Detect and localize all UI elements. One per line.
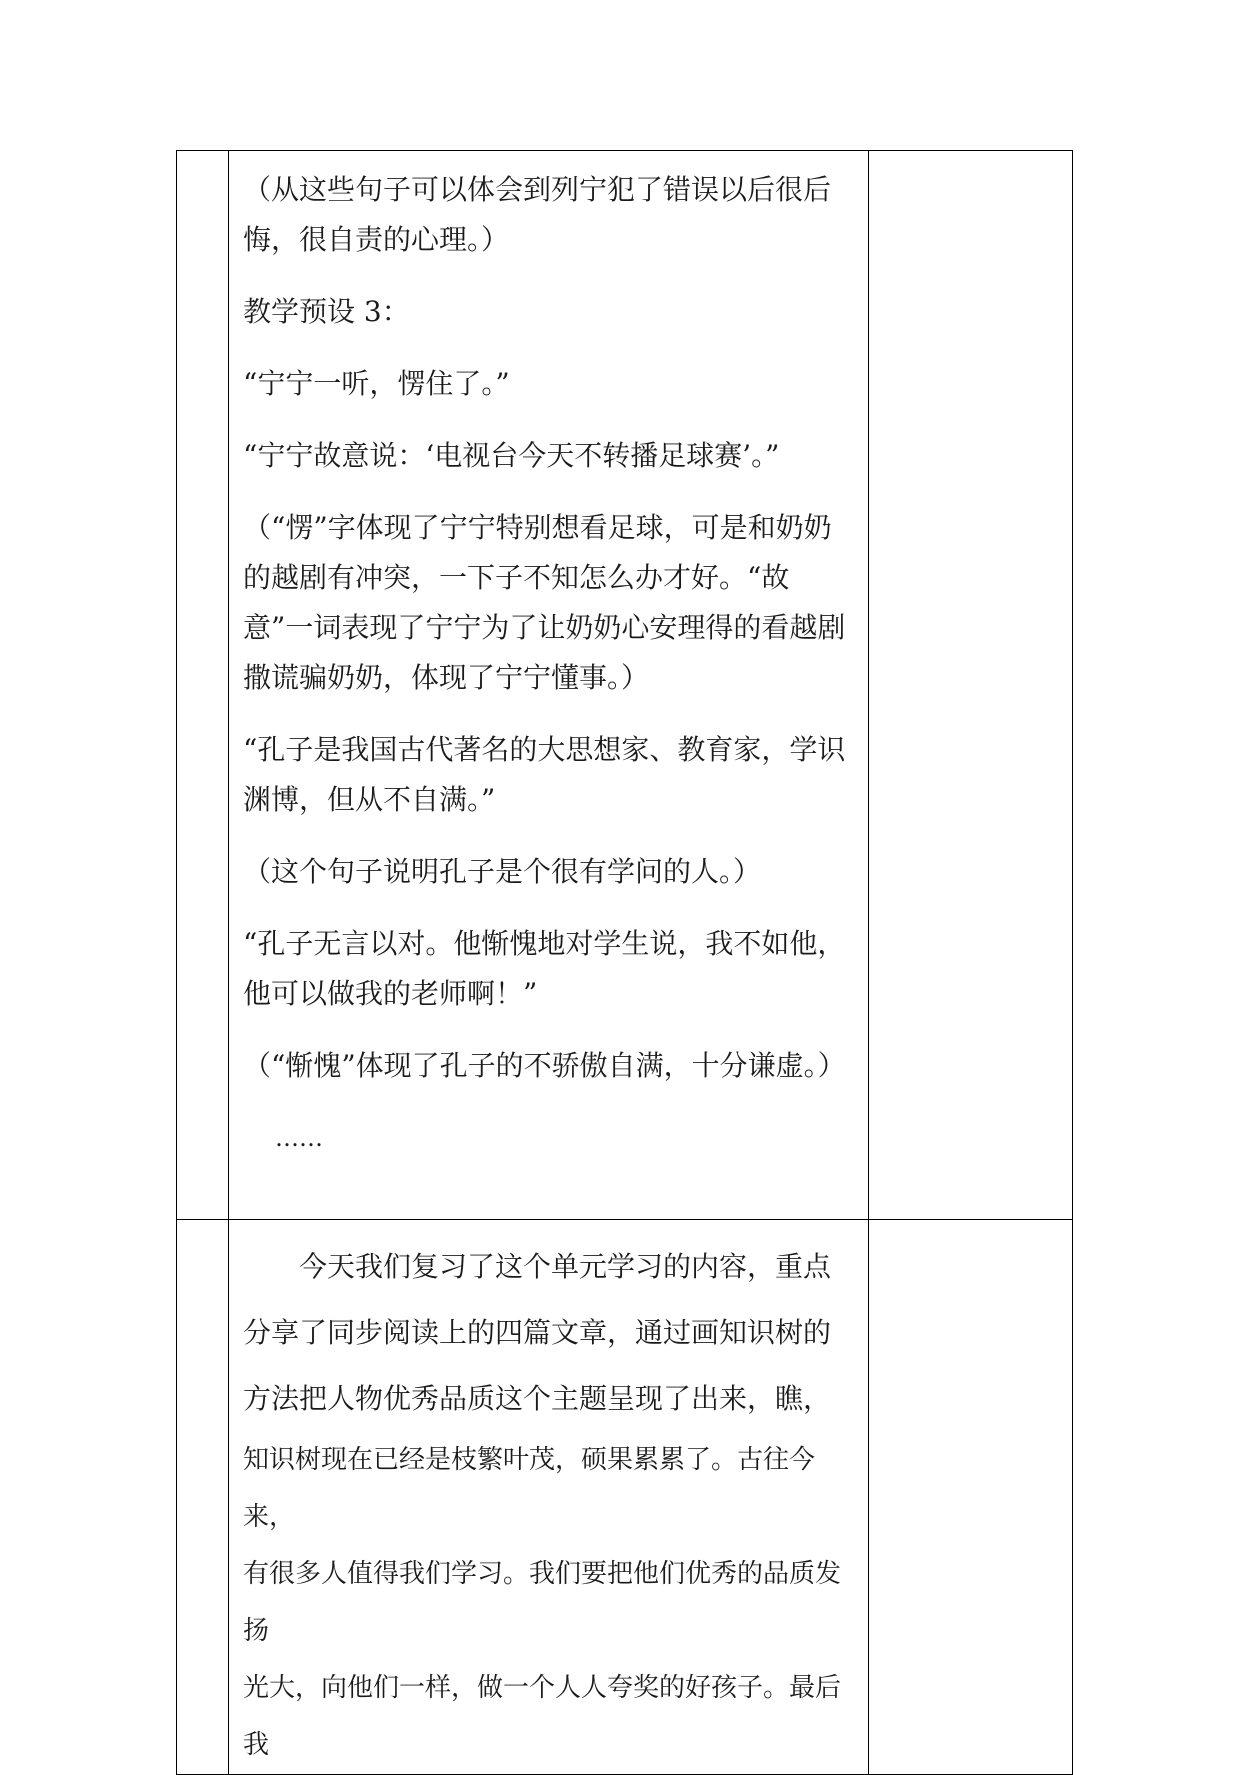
lesson-plan-table bbox=[176, 150, 1073, 1775]
summary-line: 分享了同步阅读上的四篇文章，通过画知识树的 bbox=[243, 1316, 832, 1349]
table-row bbox=[177, 151, 1073, 1220]
paragraph: 教学预设 3： bbox=[243, 295, 410, 328]
paragraph: （“惭愧”体现了孔子的不骄傲自满，十分谦虚。） bbox=[243, 1049, 846, 1082]
summary-line: 方法把人物优秀品质这个主题呈现了出来，瞧， bbox=[243, 1382, 832, 1415]
paragraph: （这个句子说明孔子是个很有学问的人。） bbox=[243, 855, 762, 888]
summary-line: 今天我们复习了这个单元学习的内容，重点 bbox=[299, 1250, 832, 1283]
paragraph: “孔子是我国古代著名的大思想家、教育家，学识渊博，但从不自满。” bbox=[243, 733, 846, 816]
summary-line: 光大，向他们一样，做一个人人夸奖的好孩子。最后我 bbox=[243, 1673, 842, 1760]
notes-cell bbox=[869, 151, 1073, 1220]
paragraph: “宁宁一听，愣住了。” bbox=[243, 367, 510, 400]
paragraph: “孔子无言以对。他惭愧地对学生说，我不如他，他可以做我的老师啊！” bbox=[243, 927, 846, 1010]
content-cell bbox=[229, 151, 869, 1220]
summary-line: 有很多人值得我们学习。我们要把他们优秀的品质发扬 bbox=[243, 1559, 842, 1646]
content-cell bbox=[229, 1220, 869, 1775]
summary-line: 知识树现在已经是枝繁叶茂，硕果累累了。古往今来， bbox=[243, 1445, 816, 1532]
paragraph: （“愣”字体现了宁宁特别想看足球，可是和奶奶的越剧有冲突，一下子不知怎么办才好。“故意”一词表现了宁宁为了让奶奶心安理得的看越剧撒谎骗奶奶，体现了宁宁懂事。） bbox=[243, 511, 846, 694]
paragraph: “宁宁故意说：‘电视台今天不转播足球赛’。” bbox=[243, 439, 780, 472]
table-row bbox=[177, 1220, 1073, 1775]
step-cell bbox=[177, 1220, 229, 1775]
notes-cell bbox=[869, 1220, 1073, 1775]
ellipsis: …… bbox=[275, 1124, 323, 1152]
paragraph: （从这些句子可以体会到列宁犯了错误以后很后悔，很自责的心理。） bbox=[243, 173, 832, 256]
step-cell bbox=[177, 151, 229, 1220]
